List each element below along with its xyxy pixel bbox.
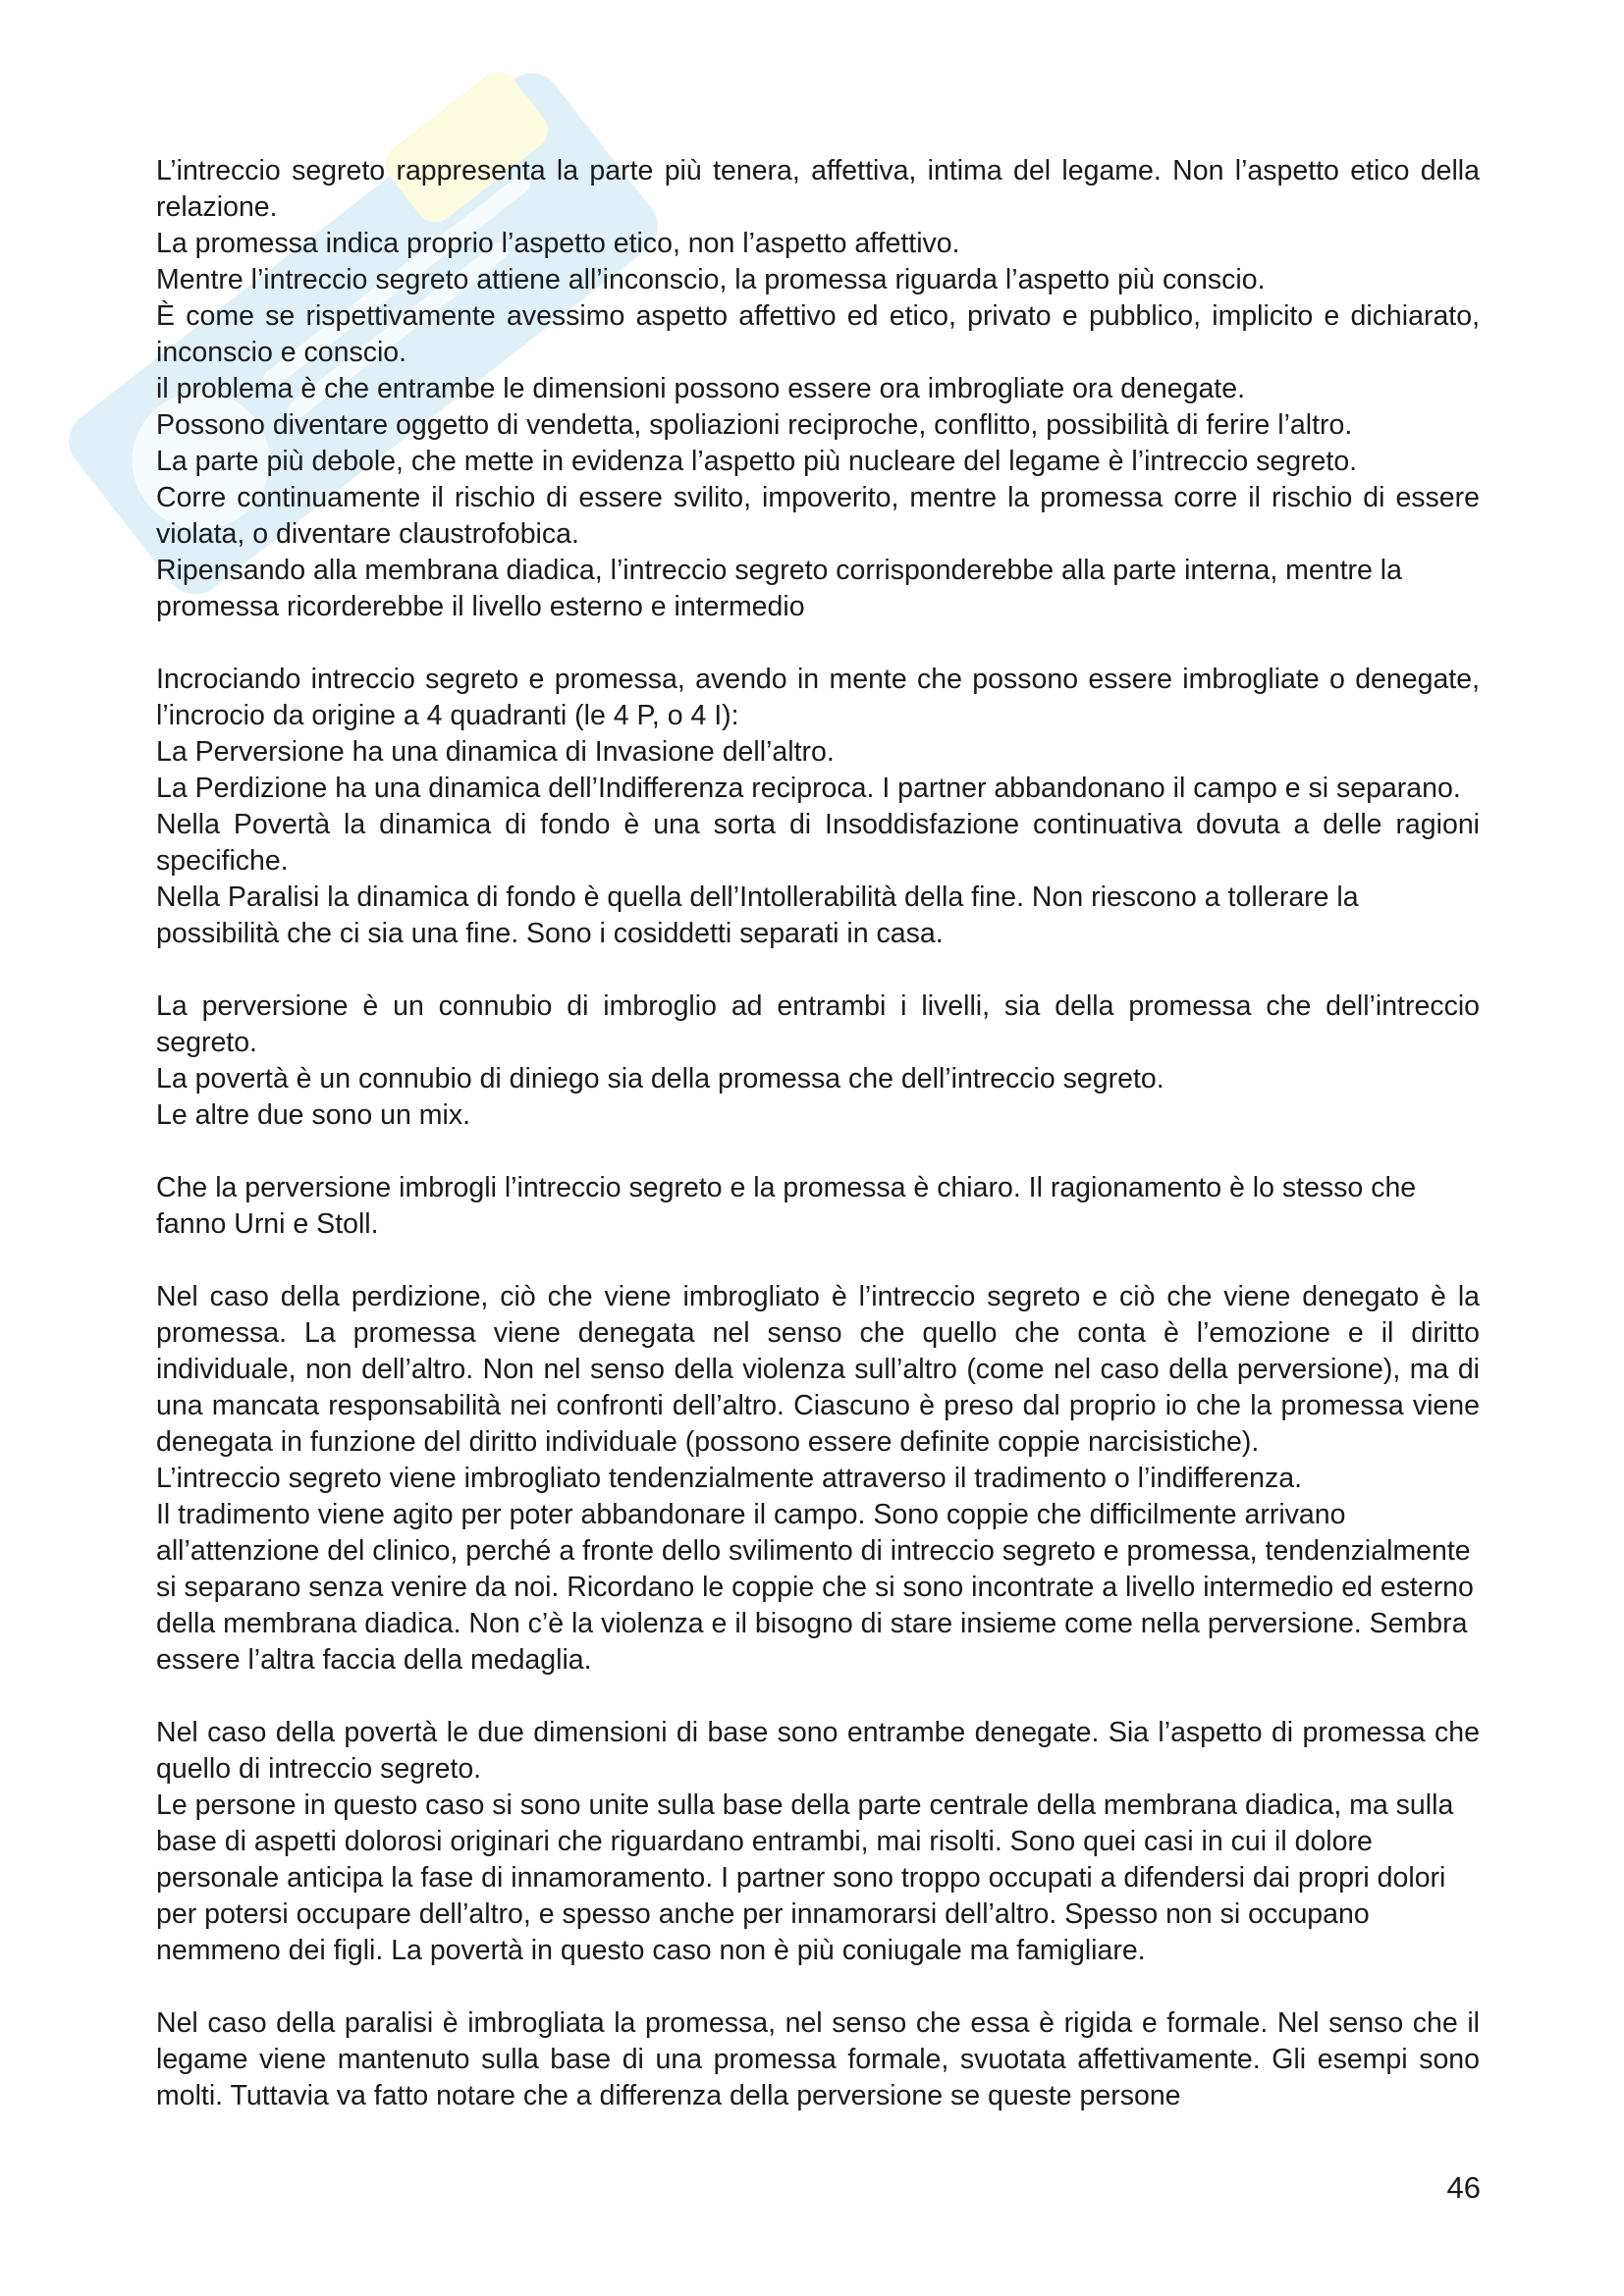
- paragraph: [156, 1715, 1480, 1969]
- text-line: La Perversione ha una dinamica di Invasione dell’altro.: [156, 736, 835, 768]
- text-line: La parte più debole, che mette in evidenza l’aspetto più nucleare del legame è l’intreccio segreto.: [156, 446, 1358, 477]
- text-line: Che la perversione imbrogli l’intreccio segreto e la promessa è chiaro. Il ragionamento è lo stesso che fanno Urni e Stoll.: [156, 1172, 1417, 1240]
- page-number: 46: [1446, 2170, 1481, 2205]
- document-body: [156, 153, 1480, 2151]
- text-line: Le altre due sono un mix.: [156, 1099, 471, 1131]
- text-line: Le persone in questo caso si sono unite sulla base della parte centrale della membrana diadica, ma sulla base di aspetti dolorosi originari che riguardano entrambi, mai risolti. Sono quei casi in cui il dolore personale anticipa la fase di innamoramento. I partner sono troppo occupati a difendersi dai propri dolori per potersi occupare dell’altro, e spesso anche per innamorarsi dell’altro. Spesso non si occupano nemmeno dei figli. La povertà in questo caso non è più coniugale ma famigliare.: [156, 1789, 1454, 1966]
- paragraph: [156, 1279, 1480, 1679]
- text-line: Corre continuamente il rischio di essere svilito, impoverito, mentre la promessa corre il rischio di essere violata, o diventare claustrofobica.: [156, 482, 1480, 550]
- text-line: Mentre l’intreccio segreto attiene all’inconscio, la promessa riguarda l’aspetto più conscio.: [156, 264, 1266, 295]
- paragraph: [156, 153, 1480, 625]
- text-line: La perversione è un connubio di imbroglio ad entrambi i livelli, sia della promessa che dell’intreccio segreto.: [156, 990, 1480, 1058]
- paragraph: [156, 988, 1480, 1134]
- text-line: La povertà è un connubio di diniego sia della promessa che dell’intreccio segreto.: [156, 1063, 1164, 1095]
- text-line: Incrociando intreccio segreto e promessa, avendo in mente che possono essere imbrogliate o denegate, l’incrocio da origine a 4 quadranti (le 4 P, o 4 I):: [156, 664, 1480, 731]
- text-line: È come se rispettivamente avessimo aspetto affettivo ed etico, privato e pubblico, implicito e dichiarato, inconscio e conscio.: [156, 300, 1480, 368]
- text-line: Il tradimento viene agito per poter abbandonare il campo. Sono coppie che difficilmente arrivano all’attenzione del clinico, perché a fronte dello svilimento di intreccio segreto e promessa, tendenzialmente si separano senza venire da noi. Ricordano le coppie che si sono incontrate a livello intermedio ed esterno della membrana diadica. Non c’è la violenza e il bisogno di stare insieme come nella perversione. Sembra essere l’altra faccia della medaglia.: [156, 1499, 1474, 1676]
- paragraph: [156, 662, 1480, 952]
- text-line: Nella Povertà la dinamica di fondo è una sorta di Insoddisfazione continuativa dovuta a delle ragioni specifiche.: [156, 809, 1480, 877]
- text-line: Nel caso della perdizione, ciò che viene imbrogliato è l’intreccio segreto e ciò che viene denegato è la promessa. La promessa viene denegata nel senso che quello che conta è l’emozione e il diritto individuale, non dell’altro. Non nel senso della violenza sull’altro (come nel caso della perversione), ma di una mancata responsabilità nei confronti dell’altro. Ciascuno è preso dal proprio io che la promessa viene denegata in funzione del diritto individuale (possono essere definite coppie narcisistiche).: [156, 1281, 1480, 1458]
- text-line: L’intreccio segreto rappresenta la parte più tenera, affettiva, intima del legame. Non l’aspetto etico della relazione.: [156, 155, 1480, 223]
- text-line: La promessa indica proprio l’aspetto etico, non l’aspetto affettivo.: [156, 228, 960, 259]
- text-line: Ripensando alla membrana diadica, l’intreccio segreto corrisponderebbe alla parte interna, mentre la promessa ricorderebbe il livello esterno e intermedio: [156, 555, 1402, 622]
- paragraph: [156, 1170, 1480, 1243]
- text-line: L’intreccio segreto viene imbrogliato tendenzialmente attraverso il tradimento o l’indifferenza.: [156, 1463, 1303, 1494]
- text-line: Nella Paralisi la dinamica di fondo è quella dell’Intollerabilità della fine. Non riescono a tollerare la possibilità che ci sia una fine. Sono i cosiddetti separati in casa.: [156, 881, 1359, 949]
- text-line: Nel caso della paralisi è imbrogliata la promessa, nel senso che essa è rigida e formale. Nel senso che il legame viene mantenuto sulla base di una promessa formale, svuotata affettivamente. Gli esempi sono molti. Tuttavia va fatto notare che a differenza della perversione se queste persone: [156, 2007, 1480, 2111]
- paragraph: [156, 2005, 1480, 2114]
- text-line: il problema è che entrambe le dimensioni possono essere ora imbrogliate ora denegate.: [156, 373, 1245, 404]
- text-line: Possono diventare oggetto di vendetta, spoliazioni reciproche, conflitto, possibilità di ferire l’altro.: [156, 409, 1353, 441]
- text-line: La Perdizione ha una dinamica dell’Indifferenza reciproca. I partner abbandonano il campo e si separano.: [156, 773, 1461, 804]
- text-line: Nel caso della povertà le due dimensioni di base sono entrambe denegate. Sia l’aspetto di promessa che quello di intreccio segreto.: [156, 1717, 1480, 1785]
